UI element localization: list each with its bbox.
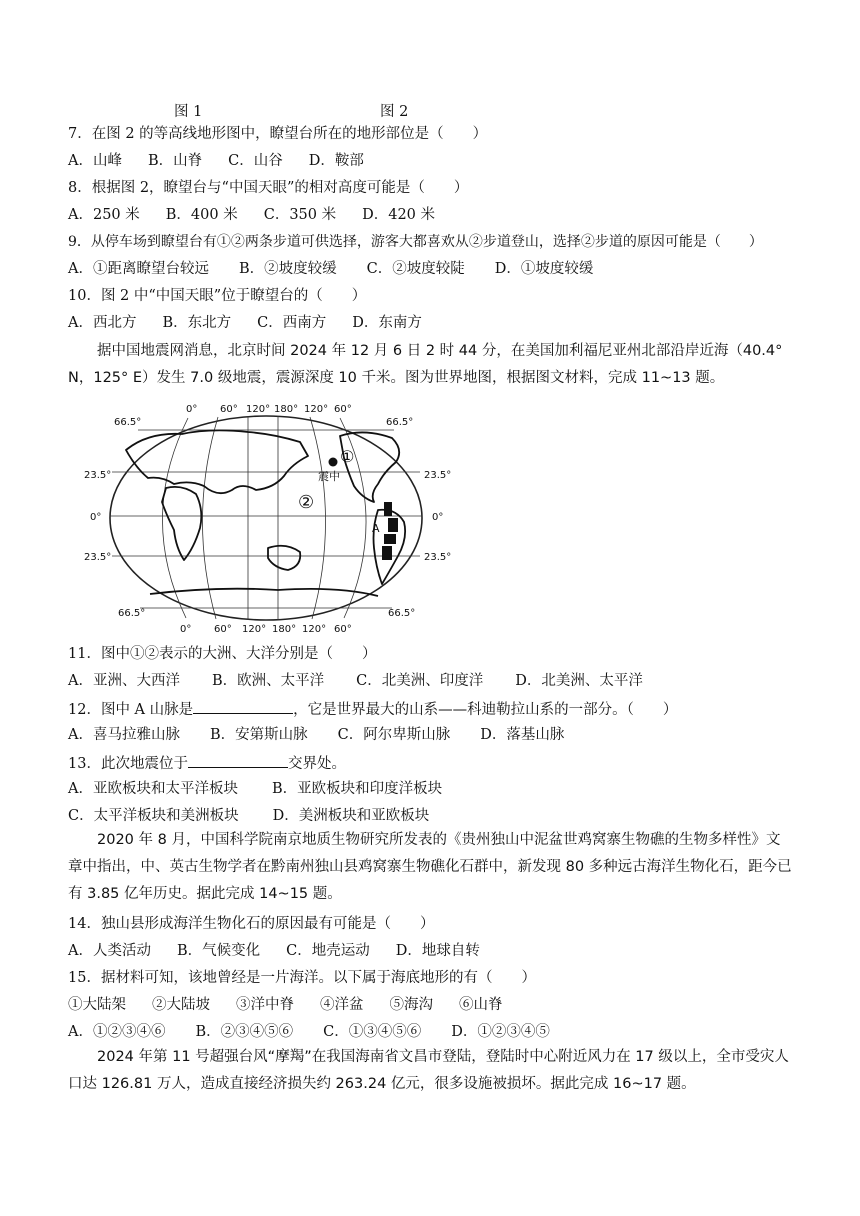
question-15-options <box>68 1023 576 1041</box>
option-a: A．喜马拉雅山脉 <box>68 727 180 743</box>
option-a: A．人类活动 <box>68 943 151 959</box>
option-c: C．西南方 <box>257 315 327 331</box>
map-lat-label-left: 0° <box>90 512 102 523</box>
map-lat-label-left: 23.5° <box>84 552 112 563</box>
passage-fossils: 2020 年 8 月，中国科学院南京地质生物研究所发表的《贵州独山中泥盆世鸡窝寨生物礁的生物多样性》文章中指出，中、英古生物学者在黔南州独山县鸡窝寨生物礁化石群中，新发现 80 多种远古海洋生物化石，距今已有 3.85 亿年历史。据此完成 14~15 题。 <box>68 832 792 902</box>
question-7-options <box>68 152 390 170</box>
question-14-stem: 14．独山县形成海洋生物化石的原因最有可能是（ ） <box>68 916 435 932</box>
option-d: D．北美洲、太平洋 <box>515 673 643 689</box>
map-lat-label-right: 23.5° <box>424 470 452 481</box>
meridian-line <box>162 418 188 618</box>
map-top-label: 60° <box>220 404 238 415</box>
map-lat-label-left: 66.5° <box>118 608 146 619</box>
map-lat-label-left: 66.5° <box>114 417 142 428</box>
map-bottom-label: 60° <box>334 624 352 635</box>
item-1: ①大陆架 <box>68 997 126 1013</box>
question-10-options <box>68 314 448 332</box>
item-3: ③洋中脊 <box>236 997 294 1013</box>
andes-mark <box>384 502 392 516</box>
question-13-stem <box>68 753 346 773</box>
map-lat-label-left: 23.5° <box>84 470 112 481</box>
question-8-stem: 8．根据图 2，瞭望台与“中国天眼”的相对高度可能是（ ） <box>68 180 469 196</box>
option-a: A．①②③④⑥ <box>68 1024 166 1040</box>
option-d: D．①②③④⑤ <box>451 1024 550 1040</box>
question-14-options <box>68 942 506 960</box>
option-b: B．气候变化 <box>176 943 261 959</box>
option-d: D．鞍部 <box>308 153 364 169</box>
question-11-stem: 11．图中①②表示的大洲、大洋分别是（ ） <box>68 646 377 662</box>
andes-mark <box>388 518 398 532</box>
question-7-stem: 7．在图 2 的等高线地形图中，瞭望台所在的地形部位是（ ） <box>68 126 488 142</box>
option-b: B．亚欧板块和印度洋板块 <box>271 781 443 797</box>
marker-1-label: ① <box>340 447 355 466</box>
question-12-stem-start: 12．图中 A 山脉是 <box>68 702 194 718</box>
option-d: D．①坡度较缓 <box>494 261 594 277</box>
option-c: C．北美洲、印度洋 <box>356 673 484 689</box>
epicenter-label: 震中 <box>318 470 340 483</box>
option-c: C．350 米 <box>263 207 337 223</box>
question-9-options <box>68 260 619 278</box>
option-b: B．②坡度较缓 <box>238 261 337 277</box>
option-a: A．亚欧板块和太平洋板块 <box>68 781 238 797</box>
map-lat-label-right: 66.5° <box>388 608 416 619</box>
option-d: D．美洲板块和亚欧板块 <box>272 808 430 824</box>
map-bottom-label: 180° <box>272 624 297 635</box>
question-13-options-row-2 <box>68 807 455 825</box>
option-a: A．250 米 <box>68 207 140 223</box>
map-top-label: 0° <box>186 404 198 415</box>
map-bottom-label: 60° <box>214 624 232 635</box>
option-a: A．西北方 <box>68 315 137 331</box>
option-a: A．亚洲、大西洋 <box>68 673 180 689</box>
andes-mark <box>384 534 396 544</box>
option-b: B．山脊 <box>147 153 203 169</box>
map-top-label: 180° <box>274 404 299 415</box>
item-2: ②大陆坡 <box>152 997 210 1013</box>
option-c: C．阿尔卑斯山脉 <box>337 727 451 743</box>
option-c: C．太平洋板块和美洲板块 <box>68 808 239 824</box>
question-8-options <box>68 206 461 224</box>
question-10-stem: 10．图 2 中“中国天眼”位于瞭望台的（ ） <box>68 288 367 304</box>
option-a: A．山峰 <box>68 153 122 169</box>
question-11-options <box>68 672 669 690</box>
map-lat-label-right: 66.5° <box>386 417 414 428</box>
question-9-stem: 9．从停车场到瞭望台有①②两条步道可供选择，游客大都喜欢从②步道登山，选择②步道的原因可能是（ ） <box>68 234 763 250</box>
figure-2-label: 图 2 <box>380 104 409 120</box>
andes-mark <box>382 546 392 560</box>
map-top-label: 120° <box>246 404 271 415</box>
epicenter-dot <box>329 458 338 467</box>
option-b: B．400 米 <box>165 207 238 223</box>
map-top-label: 120° <box>304 404 329 415</box>
item-4: ④洋盆 <box>320 997 364 1013</box>
option-b: B．安第斯山脉 <box>209 727 308 743</box>
question-15-items <box>68 996 529 1014</box>
marker-2-label: ② <box>298 492 315 513</box>
option-c: C．①③④⑤⑥ <box>323 1024 422 1040</box>
option-d: D．地球自转 <box>395 943 480 959</box>
option-b: B．欧洲、太平洋 <box>211 673 325 689</box>
question-13-stem-start: 13．此次地震位于 <box>68 756 188 772</box>
item-5: ⑤海沟 <box>389 997 433 1013</box>
option-c: C．地壳运动 <box>286 943 370 959</box>
passage-earthquake: 据中国地震网消息，北京时间 2024 年 12 月 6 日 2 时 44 分，在美国加利福尼亚州北部沿岸近海（40.4° N，125° E）发生 7.0 级地震，震源深度 10 千米。图为世界地图，根据图文材料，完成 11~13 题。 <box>68 343 783 386</box>
map-lat-label-right: 0° <box>432 512 444 523</box>
passage-typhoon: 2024 年第 11 号超强台风“摩羯”在我国海南省文昌市登陆，登陆时中心附近风力在 17 级以上，全市受灾人口达 126.81 万人，造成直接经济损失约 263.24 亿元，很多设施被损坏。据此完成 16~17 题。 <box>68 1049 789 1092</box>
question-13-options-row-1 <box>68 780 468 798</box>
mountain-a-label: A <box>372 522 380 535</box>
eurasia-outline <box>126 430 308 493</box>
map-lat-label-right: 23.5° <box>424 552 452 563</box>
map-bottom-label: 0° <box>180 624 192 635</box>
australia-outline <box>268 546 300 570</box>
option-d: D．东南方 <box>352 315 422 331</box>
north-america-outline <box>340 432 399 502</box>
question-12-stem <box>68 699 677 719</box>
option-d: D．420 米 <box>362 207 436 223</box>
option-c: C．②坡度较陡 <box>366 261 465 277</box>
option-b: B．②③④⑤⑥ <box>195 1024 294 1040</box>
africa-outline <box>162 487 201 560</box>
question-15-stem: 15．据材料可知，该地曾经是一片海洋。以下属于海底地形的有（ ） <box>68 970 536 986</box>
world-map-figure <box>78 398 458 638</box>
answer-blank <box>193 699 293 714</box>
option-c: C．山谷 <box>228 153 283 169</box>
map-bottom-label: 120° <box>302 624 327 635</box>
map-bottom-label: 120° <box>242 624 267 635</box>
question-12-stem-end: ，它是世界最大的山系——科迪勒拉山系的一部分。（ ） <box>293 702 678 718</box>
option-b: B．东北方 <box>162 315 232 331</box>
figure-1-label: 图 1 <box>174 104 203 120</box>
map-top-label: 60° <box>334 404 352 415</box>
question-13-stem-end: 交界处。 <box>287 756 346 772</box>
antarctica-outline <box>150 589 378 596</box>
question-12-options <box>68 726 590 744</box>
option-d: D．落基山脉 <box>480 727 565 743</box>
option-a: A．①距离瞭望台较远 <box>68 261 209 277</box>
answer-blank <box>188 753 288 768</box>
item-6: ⑥山脊 <box>459 997 503 1013</box>
